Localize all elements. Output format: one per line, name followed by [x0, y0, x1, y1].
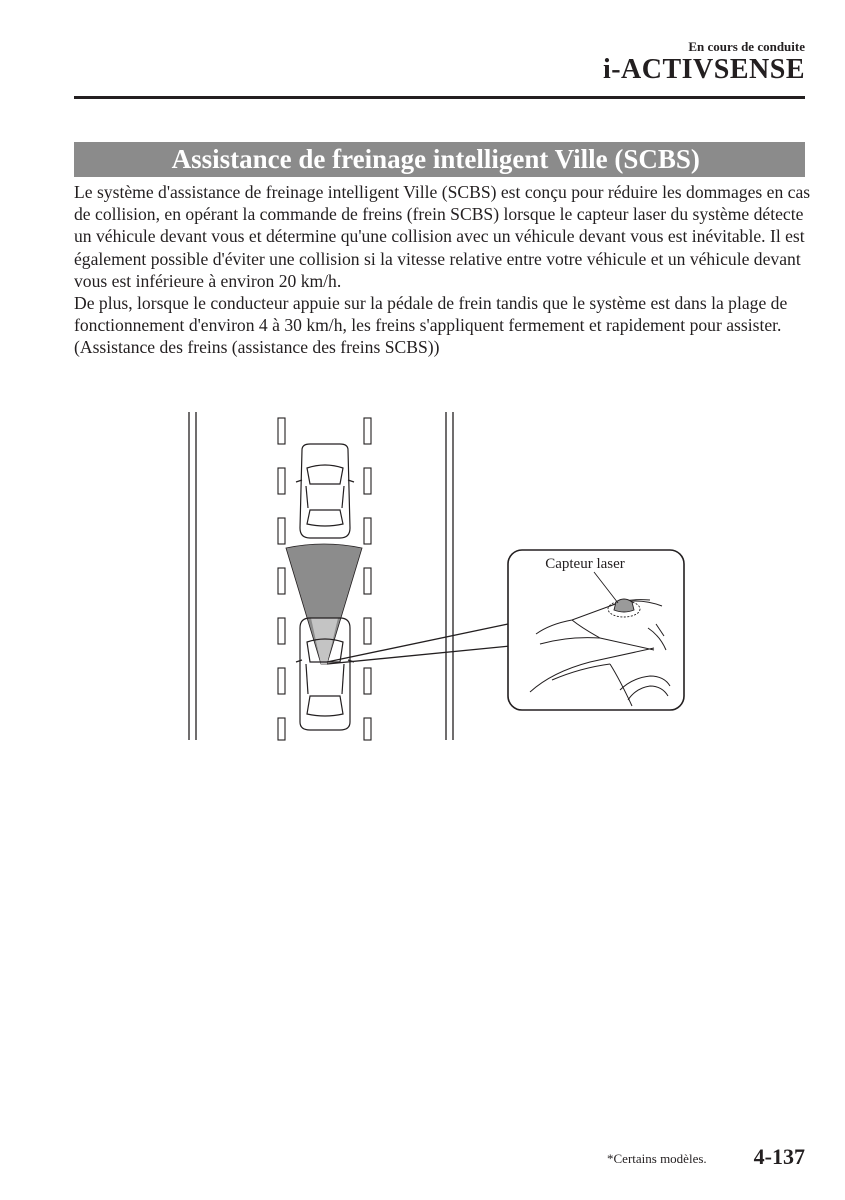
body-text — [74, 181, 814, 359]
lane-markings-left — [278, 418, 285, 740]
laser-sensor — [614, 599, 634, 612]
callout-lines — [327, 624, 510, 664]
own-vehicle — [296, 618, 354, 730]
lane-markings-right — [364, 418, 371, 740]
header-section-title: i-ACTIVSENSE — [602, 54, 805, 85]
scbs-illustration — [180, 410, 700, 745]
footer-note: *Certains modèles. — [607, 1151, 707, 1166]
scbs-figure — [180, 410, 700, 745]
header-chapter: En cours de conduite — [688, 39, 805, 54]
vehicle-ahead — [296, 444, 354, 538]
header-rule — [74, 96, 805, 99]
paragraph-1: Le système d'assistance de freinage intelligent Ville (SCBS) est conçu pour réduire les dommages en cas de collision, en opérant la commande de freins (frein SCBS) lorsque le capteur laser du système détecte un véhicule devant vous et détermine qu'une collision avec un véhicule devant vous est inévitable. Il est également possible d'éviter une collision si la vitesse relative entre votre véhicule et un véhicule devant vous est inférieure à environ 20 km/h. — [74, 182, 811, 291]
section-title-bar — [74, 126, 805, 177]
page-number: 4-137 — [753, 1144, 805, 1169]
section-title-asterisk: * — [699, 126, 708, 142]
section-title: Assistance de freinage intelligent Ville (SCBS) — [171, 144, 700, 174]
paragraph-2: De plus, lorsque le conducteur appuie sur la pédale de frein tandis que le système est dans la plage de fonctionnement d'environ 4 à 30 km/h, les freins s'appliquent fermement et rapidement pour assister. (Assistance des freins (assistance des freins SCBS)) — [74, 293, 788, 358]
callout-label-laser-sensor: Capteur laser — [545, 556, 625, 572]
